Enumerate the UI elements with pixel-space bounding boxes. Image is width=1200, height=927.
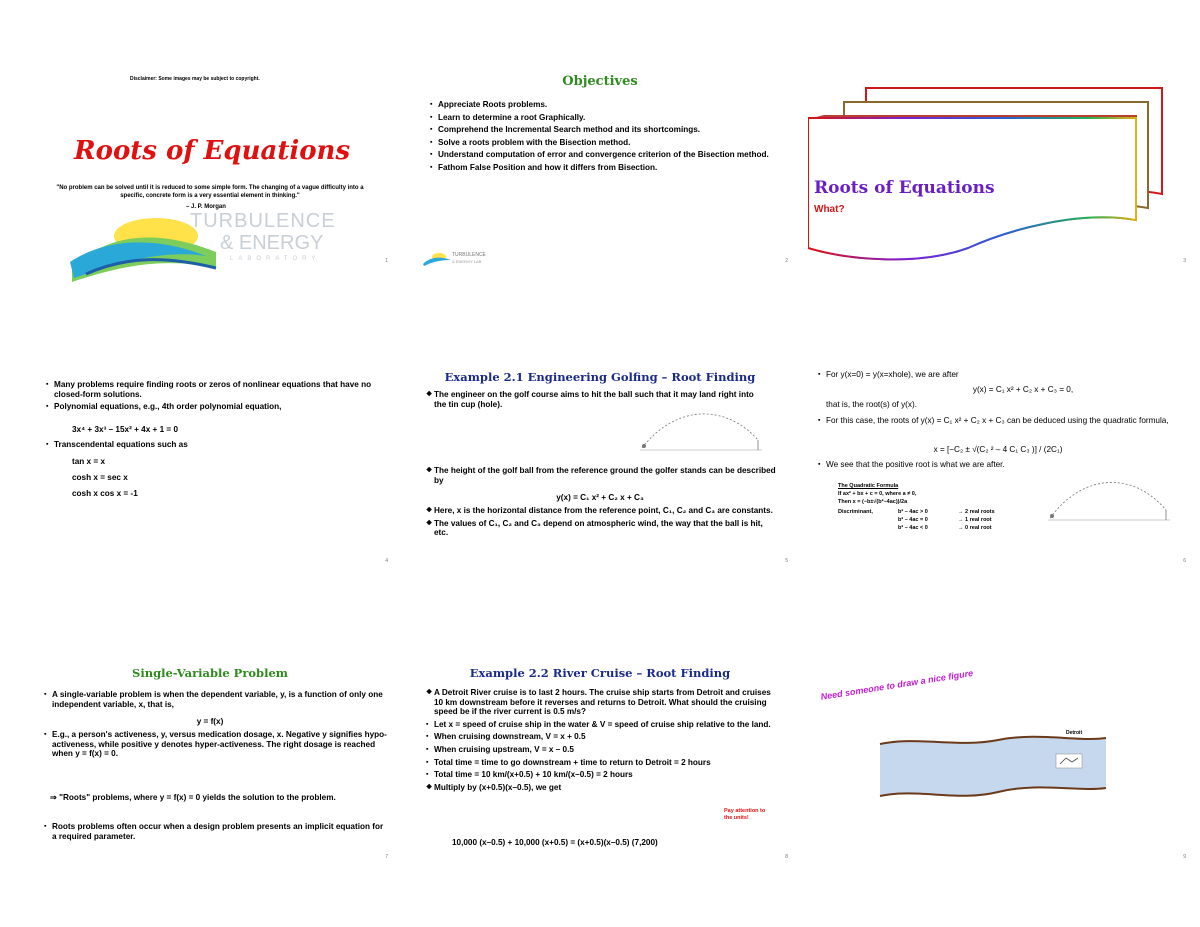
equation: cosh x cos x = -1	[72, 489, 138, 498]
equation: y(x) = C₁ x² + C₂ x + C₃ = 0,	[972, 385, 1074, 394]
page-number: 2	[785, 258, 788, 264]
golf-trajectory-figure	[636, 410, 766, 456]
disc-cond: b² – 4ac < 0	[898, 525, 928, 531]
stacked-cards	[808, 70, 1188, 270]
lab-logo-small	[422, 250, 452, 266]
slide-8	[410, 666, 790, 866]
logo-text-3: LABORATORY	[230, 256, 321, 262]
content-list	[818, 370, 1178, 383]
bullet-item: ▪ For this case, the roots of y(x) = C₁ x² + C₂ x + C₃ can be deduced using the quadratic formula,	[818, 416, 1178, 426]
page-number: 7	[385, 854, 388, 860]
objective-item: ▪ Comprehend the Incremental Search method and its shortcomings.	[430, 125, 770, 135]
slide-7	[10, 666, 390, 866]
objective-item: ▪ Appreciate Roots problems.	[430, 100, 770, 110]
bullet-item: ▪ Many problems require finding roots or zeros of nonlinear equations that have no closed-form solutions.	[46, 380, 376, 399]
page-number: 6	[1183, 558, 1186, 564]
content-list-2	[426, 466, 776, 488]
page-number: 1	[385, 258, 388, 264]
disc-cond: b² – 4ac > 0	[898, 509, 928, 515]
bullet-item: ▪ A single-variable problem is when the dependent variable, y, is a function of only one independent variable, x, that is,	[44, 690, 388, 709]
disc-result: → 0 real root	[958, 525, 992, 531]
equation: 3x⁴ + 3x³ – 15x² + 4x + 1 = 0	[72, 425, 179, 434]
objective-item: ▪ Understand computation of error and convergence criterion of the Bisection method.	[430, 150, 770, 160]
bullet-item: ▪ We see that the positive root is what we are after.	[818, 460, 1178, 470]
logo-small-text-2: & ENERGY LAB	[452, 259, 482, 264]
bullet-item: ▪ Total time = time to go downstream + time to return to Detroit = 2 hours	[426, 758, 776, 768]
quadratic-formula-box	[838, 482, 1048, 532]
equation: y(x) = C₁ x² + C₂ x + C₃	[556, 493, 644, 502]
slide-title: Roots of Equations	[74, 136, 351, 166]
logo-text-2: & ENERGY	[220, 232, 324, 254]
objectives-list	[430, 100, 770, 176]
bullet-item: ▪ When cruising downstream, V = x + 0.5	[426, 732, 776, 742]
slide-5	[410, 370, 790, 570]
figure-note: Need someone to draw a nice figure	[820, 667, 974, 702]
content-list-2	[46, 440, 376, 453]
units-note: Pay attention to the units!	[724, 808, 766, 821]
bullet-item: ❖ The engineer on the golf course aims to hit the ball such that it may land right into the tin cup (hole).	[426, 390, 768, 409]
objective-item: ▪ Learn to determine a root Graphically.	[430, 113, 770, 123]
bullet-item: ❖ The height of the golf ball from the reference ground the golfer stands can be described by	[426, 466, 776, 485]
disclaimer: Disclaimer: Some images may be subject to copyright.	[130, 76, 260, 82]
river-figure	[878, 732, 1108, 806]
content-list-3	[426, 506, 776, 541]
content-list	[46, 380, 376, 415]
content-list	[44, 690, 388, 712]
slide-2	[410, 70, 790, 270]
slide-9	[808, 666, 1188, 866]
page-number: 4	[385, 558, 388, 564]
slide-title: Example 2.1 Engineering Golfing – Root Finding	[444, 370, 756, 384]
content-list-2	[44, 730, 388, 762]
content-list-2	[818, 416, 1178, 429]
bullet-item: ▪ Total time = 10 km/(x+0.5) + 10 km/(x–0.5) = 2 hours	[426, 770, 776, 780]
content-list-3	[44, 822, 388, 844]
qf-line: Then x = (−b±√(b²−4ac))/2a	[838, 499, 908, 505]
bullet-item: ❖ The values of C₁, C₂ and C₃ depend on atmospheric wind, the way that the ball is hit, etc.	[426, 519, 776, 538]
quote: "No problem can be solved until it is reduced to some simple form. The changing of a vague difficulty into a specific, concrete form is a very essential element in thinking."	[56, 185, 364, 199]
bullet-item: ❖ Here, x is the horizontal distance from the reference point, C₁, C₂ and C₃ are constants.	[426, 506, 776, 516]
equation: y = f(x)	[196, 717, 224, 726]
disc-cond: b² – 4ac = 0	[898, 517, 928, 523]
content-list-3	[818, 460, 1178, 473]
roots-line	[50, 792, 336, 802]
disc-result: → 1 real root	[958, 517, 992, 523]
bullet-item: ▪ For y(x=0) = y(x=xhole), we are after	[818, 370, 1178, 380]
bullet-item: ▪ Transcendental equations such as	[46, 440, 376, 450]
slide-6	[808, 370, 1188, 570]
bullet-item: ❖ Multiply by (x+0.5)(x–0.5), we get	[426, 783, 776, 793]
quote-author: – J. P. Morgan	[186, 204, 226, 210]
equation: cosh x = sec x	[72, 473, 128, 482]
slide-1	[10, 70, 390, 270]
objective-item: ▪ Fathom False Position and how it differs from Bisection.	[430, 163, 770, 173]
bullet-item: ▪ Let x = speed of cruise ship in the water & V = speed of cruise ship relative to the land.	[426, 720, 776, 730]
equation: tan x = x	[72, 457, 105, 466]
page-number: 5	[785, 558, 788, 564]
page-number: 9	[1183, 854, 1186, 860]
text-line: that is, the root(s) of y(x).	[826, 400, 917, 409]
page-number: 8	[785, 854, 788, 860]
golf-trajectory-figure	[1044, 476, 1174, 526]
bullet-item: ▪ Polynomial equations, e.g., 4th order polynomial equation,	[46, 402, 376, 412]
slide-title: Roots of Equations	[814, 178, 995, 198]
bullet-item: ❖ A Detroit River cruise is to last 2 hours. The cruise ship starts from Detroit and cruises 10 km downstream before it reverses and returns to Detroit. What should the cruising speed be if the river current is 0.5 m/s?	[426, 688, 776, 717]
qf-line: If ax² + bx + c = 0, where a ≠ 0,	[838, 491, 917, 497]
bullet-item: ▪ E.g., a person's activeness, y, versus medication dosage, x. Negative y signifies hypo-activeness, while positive y denotes hyper-activeness. The right dosage is reached when y = f(x) = 0.	[44, 730, 388, 759]
content-list	[426, 390, 768, 412]
objective-item: ▪ Solve a roots problem with the Bisection method.	[430, 138, 770, 148]
logo-text-1: TURBULENCE	[190, 210, 336, 232]
equation: 10,000 (x–0.5) + 10,000 (x+0.5) = (x+0.5)(x–0.5) (7,200)	[452, 838, 658, 847]
implies-icon: ⇒	[50, 793, 60, 802]
logo-small-text-1: TURBULENCE	[452, 252, 486, 258]
bullet-item: ▪ When cruising upstream, V = x – 0.5	[426, 745, 776, 755]
page-number: 3	[1183, 258, 1186, 264]
equation: x = [−C₂ ± √(C₂ ² – 4 C₁ C₃ )] / (2C₁)	[933, 445, 1063, 454]
slide-subtitle: What?	[814, 204, 845, 215]
content-list	[426, 688, 776, 795]
slide-title: Objectives	[562, 74, 638, 89]
slide-3	[808, 70, 1188, 270]
bullet-item: ▪ Roots problems often occur when a design problem presents an implicit equation for a required parameter.	[44, 822, 388, 841]
roots-line-text: "Roots" problems, where y = f(x) = 0 yields the solution to the problem.	[59, 793, 336, 802]
slide-4	[10, 370, 390, 570]
slide-title: Example 2.2 River Cruise – Root Finding	[469, 666, 731, 680]
detroit-label: Detroit	[1066, 730, 1083, 736]
qf-title: The Quadratic Formula	[838, 483, 899, 489]
disc-label: Discriminant,	[838, 509, 873, 515]
slide-title: Single-Variable Problem	[132, 666, 288, 680]
disc-result: → 2 real roots	[958, 509, 995, 515]
